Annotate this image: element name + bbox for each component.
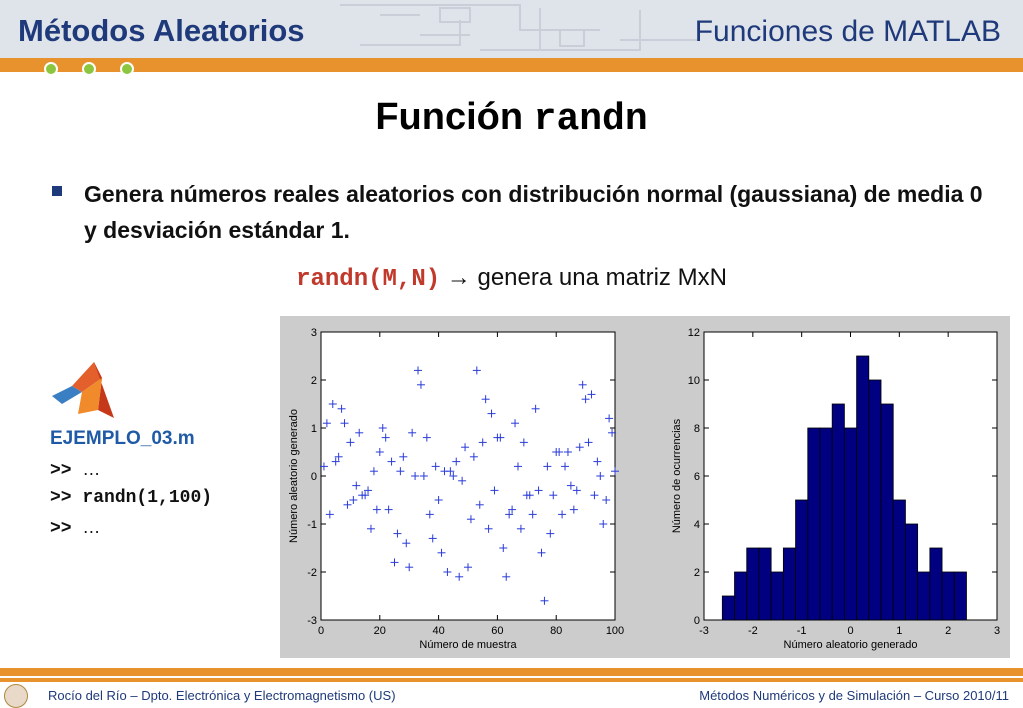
- hist-bar: [722, 596, 734, 620]
- matlab-figure: [280, 316, 1010, 658]
- code-line: [50, 459, 100, 481]
- y-tick-label: 10: [687, 375, 700, 387]
- y-tick-label: -2: [307, 567, 317, 579]
- hist-bar: [844, 428, 856, 620]
- footer-bar: [0, 668, 1023, 676]
- y-tick-label: 3: [310, 327, 317, 339]
- hist-bar: [808, 428, 820, 620]
- section-title: Métodos Aleatorios: [18, 13, 305, 48]
- footer-bar: [0, 678, 1023, 682]
- hist-bar: [893, 500, 905, 620]
- y-tick-label: 8: [693, 423, 700, 435]
- university-seal-icon: [4, 684, 28, 708]
- histogram-plot: [645, 316, 1010, 658]
- bullet-square-icon: [52, 186, 62, 196]
- y-tick-label: 2: [310, 375, 317, 387]
- dot-icon: [44, 62, 58, 76]
- example-filename: EJEMPLO_03.m: [50, 428, 195, 449]
- hist-bar: [918, 572, 930, 620]
- hist-bar: [747, 548, 759, 620]
- hist-bar: [832, 404, 844, 620]
- hist-bar: [869, 380, 881, 620]
- plot-area: [321, 332, 615, 620]
- hist-bar: [783, 548, 795, 620]
- hist-bar: [881, 404, 893, 620]
- hist-bar: [857, 356, 869, 620]
- header-underline: [0, 58, 1023, 72]
- footer-course: Métodos Numéricos y de Simulación – Curso 2010/11: [699, 688, 1009, 703]
- x-tick-label: -3: [699, 625, 709, 637]
- matlab-logo-icon: [50, 360, 116, 420]
- x-axis-label: Número aleatorio generado: [783, 639, 918, 651]
- x-tick-label: 80: [550, 625, 563, 637]
- hist-bar: [759, 548, 771, 620]
- x-tick-label: 1: [896, 625, 903, 637]
- hist-bar: [930, 548, 942, 620]
- hist-bar: [954, 572, 966, 620]
- x-tick-label: -2: [747, 625, 758, 637]
- syntax-description: genera una matriz MxN: [477, 264, 727, 291]
- hist-bar: [796, 500, 808, 620]
- footer-author: Rocío del Río – Dpto. Electrónica y Electromagnetismo (US): [48, 688, 396, 703]
- y-tick-label: -1: [307, 519, 317, 531]
- y-tick-label: 12: [687, 327, 700, 339]
- code-line: [50, 488, 212, 508]
- x-axis-label: Número de muestra: [419, 639, 517, 651]
- arrow-icon: →: [446, 264, 471, 291]
- dot-icon: [82, 62, 96, 76]
- x-tick-label: 0: [317, 625, 325, 637]
- slide-title: [0, 96, 1023, 141]
- code-text: randn(1,100): [82, 488, 213, 508]
- code-text: …: [82, 459, 101, 479]
- code-prompt: >>: [50, 461, 72, 481]
- code-text: …: [82, 517, 101, 537]
- title-code: randn: [533, 98, 648, 141]
- x-tick-label: 100: [605, 625, 625, 637]
- y-tick-label: 1: [310, 423, 317, 435]
- y-tick-label: 0: [693, 615, 700, 627]
- header-banner: [0, 0, 1023, 58]
- x-tick-label: 20: [373, 625, 386, 637]
- hist-bar: [905, 524, 917, 620]
- hist-bar: [820, 428, 832, 620]
- x-tick-label: 60: [491, 625, 504, 637]
- x-tick-label: 2: [945, 625, 952, 637]
- hist-bar: [942, 572, 954, 620]
- code-line: [50, 517, 100, 539]
- x-tick-label: 40: [432, 625, 445, 637]
- y-tick-label: -3: [307, 615, 317, 627]
- y-tick-label: 0: [310, 471, 317, 483]
- hist-bar: [771, 572, 783, 620]
- x-tick-label: -1: [796, 625, 807, 637]
- topic-title: Funciones de MATLAB: [694, 15, 1001, 48]
- y-axis-label: Número de ocurrencias: [671, 418, 683, 534]
- title-prefix: Función: [375, 96, 524, 138]
- bullet-text: Genera números reales aleatorios con distribución normal (gaussiana) de media 0 y desviación estándar 1.: [84, 181, 983, 243]
- code-prompt: >>: [50, 519, 72, 539]
- x-tick-label: 3: [993, 625, 1001, 637]
- y-tick-label: 6: [693, 471, 700, 483]
- y-tick-label: 4: [693, 519, 700, 531]
- hist-bar: [735, 572, 747, 620]
- code-prompt: >>: [50, 488, 72, 508]
- syntax-code: randn(M,N): [296, 266, 441, 293]
- x-tick-label: 0: [847, 625, 854, 637]
- y-axis-label: Número aleatorio generado: [288, 409, 300, 543]
- syntax-line: [0, 264, 1023, 293]
- y-tick-label: 2: [693, 567, 700, 579]
- dot-icon: [120, 62, 134, 76]
- scatter-plot: [280, 316, 645, 658]
